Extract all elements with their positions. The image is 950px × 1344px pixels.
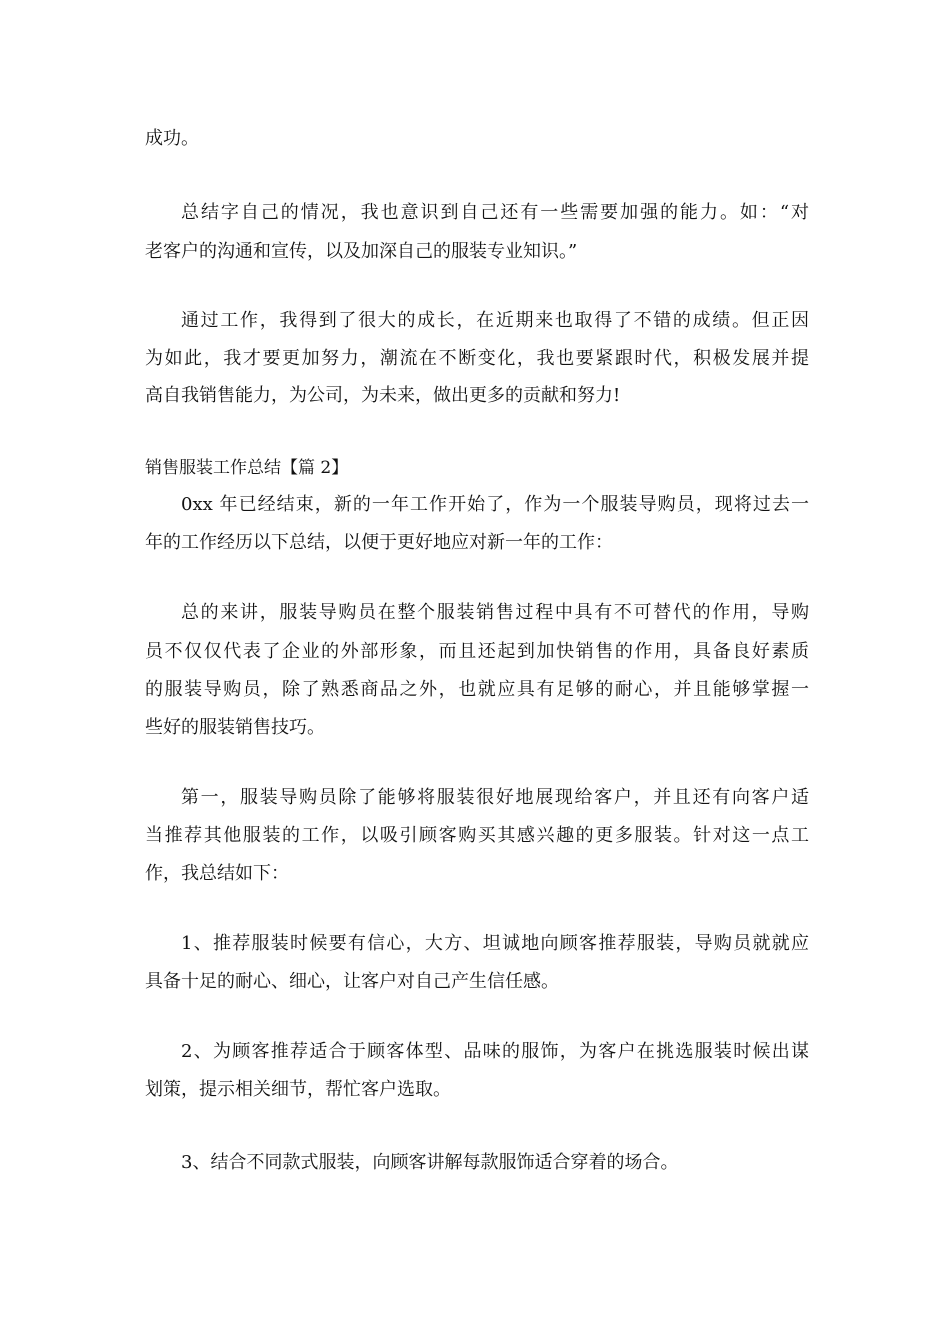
paragraph-line: 老客户的沟通和宣传，以及加深自己的服装专业知识。” xyxy=(145,241,578,262)
paragraph-line: 年的工作经历以下总结，以便于更好地应对新一年的工作： xyxy=(145,532,613,553)
paragraph-line: 第一，服装导购员除了能够将服装很好地展现给客户，并且还有向客户适 xyxy=(181,787,809,808)
paragraph-line: 员不仅仅代表了企业的外部形象，而且还起到加快销售的作用，具备良好素质 xyxy=(145,641,809,662)
paragraph-line: 通过工作，我得到了很大的成长，在近期来也取得了不错的成绩。但正因 xyxy=(181,310,809,331)
paragraph-line: 2、为顾客推荐适合于顾客体型、品味的服饰，为客户在挑选服装时候出谋 xyxy=(181,1041,809,1062)
paragraph-line: 作，我总结如下： xyxy=(145,863,289,884)
paragraph-line: 为如此，我才要更加努力，潮流在不断变化，我也要紧跟时代，积极发展并提 xyxy=(145,348,809,369)
paragraph-line: 成功。 xyxy=(145,128,199,149)
paragraph-line: 总结字自己的情况，我也意识到自己还有一些需要加强的能力。如：“对 xyxy=(181,202,809,223)
paragraph-line: 1、推荐服装时候要有信心，大方、坦诚地向顾客推荐服装，导购员就就应 xyxy=(181,933,809,954)
paragraph-line: 当推荐其他服装的工作，以吸引顾客购买其感兴趣的更多服装。针对这一点工 xyxy=(145,825,809,846)
paragraph-line: 高自我销售能力，为公司，为未来，做出更多的贡献和努力! xyxy=(145,385,621,406)
section-heading: 销售服装工作总结【篇 2】 xyxy=(145,458,349,478)
paragraph-line: 些好的服装销售技巧。 xyxy=(145,717,325,738)
paragraph-line: 具备十足的耐心、细心，让客户对自己产生信任感。 xyxy=(145,971,559,992)
paragraph-line: 的服装导购员，除了熟悉商品之外，也就应具有足够的耐心，并且能够掌握一 xyxy=(145,679,809,700)
paragraph-line: 划策，提示相关细节，帮忙客户选取。 xyxy=(145,1079,451,1100)
paragraph-line: 3、结合不同款式服装，向顾客讲解每款服饰适合穿着的场合。 xyxy=(181,1152,679,1173)
paragraph-line: 0xx 年已经结束，新的一年工作开始了，作为一个服装导购员，现将过去一 xyxy=(181,494,809,515)
paragraph-line: 总的来讲，服装导购员在整个服装销售过程中具有不可替代的作用，导购 xyxy=(181,602,809,623)
